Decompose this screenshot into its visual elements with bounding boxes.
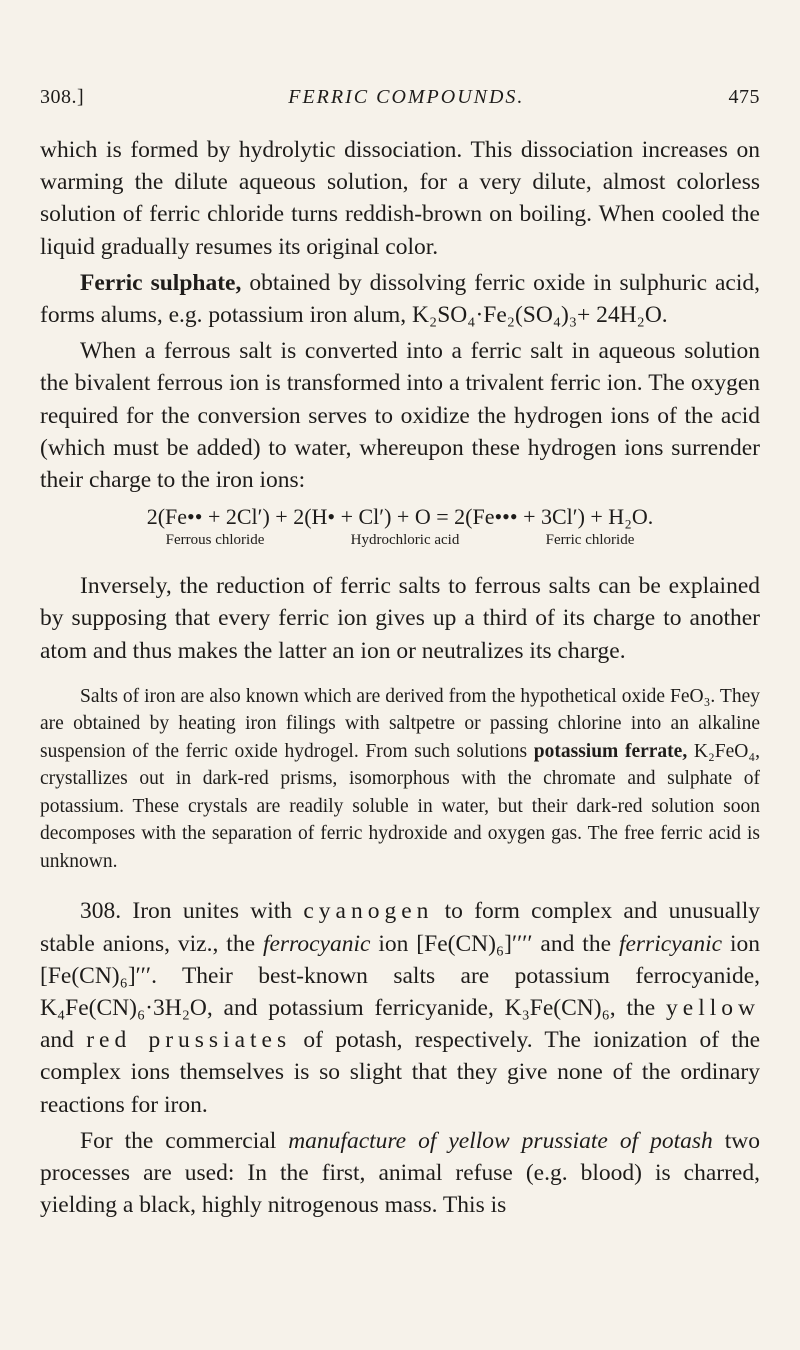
- italic-manufacture: manufacture of yellow prussiate of potash: [288, 1127, 713, 1154]
- paragraph-ferric-sulphate: [40, 267, 760, 331]
- ferric-sulphate-text: obtained by dissolving ferric oxide in sulphuric acid, forms alums, e.g. potassium iron alum, K₂SO₄·Fe₂(SO₄)₃+ 24H₂O.: [40, 269, 760, 329]
- paragraph-ferrate: [40, 683, 760, 876]
- running-header: [40, 86, 760, 109]
- label-ferrous-chloride: Ferrous chloride: [165, 532, 265, 549]
- paragraph-reduction: Inversely, the reduction of ferric salts to ferrous salts can be explained by supposing that every ferric ion gives up a third of its charge to another atom and thus makes the latter an ion or neutralizes its charge.: [40, 573, 760, 664]
- term-ferric-sulphate: Ferric sulphate,: [80, 269, 242, 296]
- section-number: 308.]: [40, 86, 85, 108]
- spaced-yellow: yellow: [666, 994, 760, 1021]
- manufacture-text-b: two processes are used: In the first, animal refuse (e.g. blood) is charred, yielding a black, highly nitrogenous mass. This is: [40, 1127, 760, 1219]
- page-body: [40, 134, 760, 1221]
- paragraph-hydrolysis: which is formed by hydrolytic dissociation. This dissociation increases on warming the dilute aqueous solution, for a very dilute, almost colorless solution of ferric chloride turns reddish-brown on boiling. When cooled the liquid gradually resumes its original color.: [40, 137, 760, 260]
- spaced-cyanogen: cyanogen: [303, 898, 434, 925]
- cyanogen-text-f: of potash, respectively. The ionization of the complex ions themselves is so slight that they give none of the ordinary reactions for iron.: [40, 1027, 760, 1118]
- paragraph-cyanogen: [40, 895, 760, 1120]
- cyanogen-text-d: ion [Fe(CN)₆]′′′. Their best-known salts are potassium ferrocyanide, K₄Fe(CN)₆·3H₂O, and potassium ferricyanide, K₃Fe(CN)₆, the: [40, 930, 761, 1021]
- paragraph-oxidation: When a ferrous salt is converted into a ferric salt in aqueous solution the bivalent ferrous ion is transformed into a trivalent ferric ion. The oxygen required for the conversion serves to oxidize the hydrogen ions of the acid (which must be added) to water, whereupon these hydrogen ions surrender their charge to the iron ions:: [40, 338, 760, 494]
- page-title: FERRIC COMPOUNDS.: [288, 86, 525, 108]
- page-number: 475: [728, 86, 760, 108]
- ferrate-text-b: K₂FeO₄, crystallizes out in dark-red prisms, isomorphous with the chromate and sulphate of potassium. These crystals are readily soluble in water, but their dark-red solution soon decomposes with the separation of ferric hydroxide and oxygen gas. The free ferric acid is unknown.: [40, 740, 761, 872]
- cyanogen-text-b: to form complex and unusually stable anions, viz., the: [40, 898, 760, 957]
- italic-ferrocyanic: ferrocyanic: [262, 930, 371, 957]
- equation-labels: [40, 530, 760, 550]
- manufacture-text-a: For the commercial: [80, 1127, 289, 1154]
- cyanogen-text-e: and: [40, 1027, 87, 1054]
- spaced-red-prussiates: red prussiates: [86, 1027, 292, 1054]
- label-hydrochloric-acid: Hydrochloric acid: [350, 532, 460, 549]
- italic-ferricyanic: ferricyanic: [618, 930, 723, 957]
- label-ferric-chloride: Ferric chloride: [545, 532, 635, 549]
- ferrate-text-a: Salts of iron are also known which are derived from the hypothetical oxide FeO₃. They are obtained by heating iron filings with saltpetre or passing chlorine into an alkaline suspension of the ferric oxide hydrogel. From such solutions: [40, 685, 760, 762]
- term-potassium-ferrate: potassium ferrate,: [533, 740, 688, 762]
- chemical-equation: 2(Fe•• + 2Cl′) + 2(H• + Cl′) + O = 2(Fe••• + 3Cl′) + H₂O.: [146, 504, 654, 530]
- paragraph-manufacture: [40, 1125, 760, 1222]
- cyanogen-text-c: ion [Fe(CN)₆]′′′′ and the: [370, 930, 619, 957]
- cyanogen-text-a: 308. Iron unites with: [80, 898, 304, 925]
